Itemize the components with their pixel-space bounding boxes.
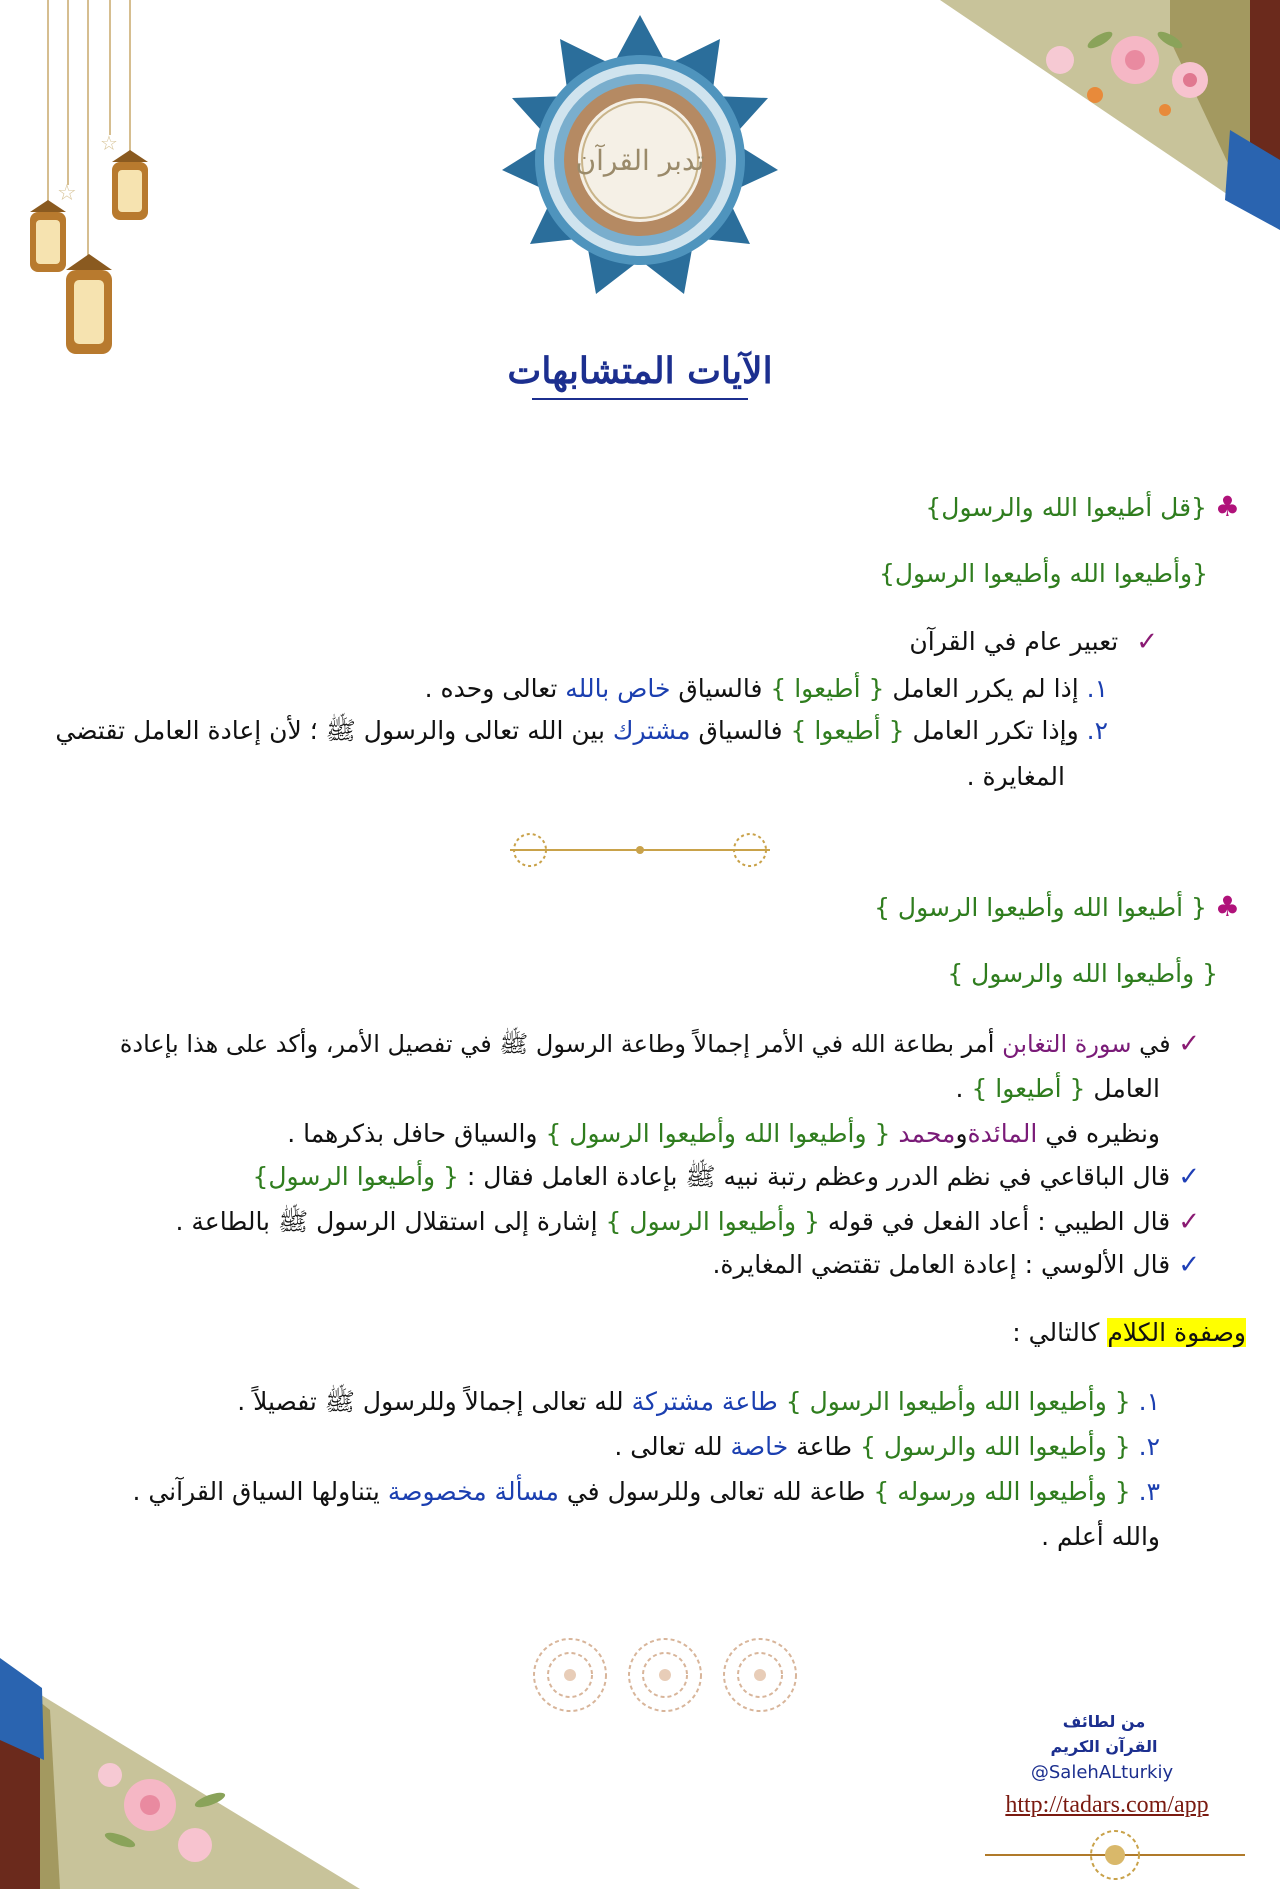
quran-logo: [490, 10, 790, 310]
summary-item-1: ١. { وأطيعوا الله وأطيعوا الرسول } طاعة مشتركة لله تعالى إجمالاً وللرسول ﷺ تفصيلاً .: [237, 1387, 1160, 1416]
footer-line1: من لطائف: [1062, 1712, 1146, 1731]
summary-label: وصفوة الكلام كالتالي :: [1012, 1318, 1246, 1347]
lanterns-decoration: [20, 0, 170, 370]
section2-check-1-cont: العامل { أطيعوا } .: [955, 1074, 1160, 1103]
corner-decoration-bottom-left: [0, 1650, 370, 1889]
check-icon: ✓: [1178, 1029, 1200, 1059]
footer-ornament: [980, 1825, 1250, 1885]
check-icon: ✓: [1178, 1162, 1200, 1192]
section2-check-4: ✓ قال الألوسي : إعادة العامل تقتضي المغايرة.: [712, 1250, 1200, 1280]
title-underline: [532, 398, 748, 400]
check-icon: ✓: [1136, 627, 1158, 657]
club-icon: ♣: [1214, 490, 1240, 523]
lantern-icon: [112, 150, 148, 220]
corner-decoration-top-right: [920, 0, 1280, 240]
club-icon: ♣: [1214, 890, 1240, 923]
section2-verse2: { وأطيعوا الله والرسول }: [947, 959, 1218, 988]
section2-check-2: ✓ قال الباقاعي في نظم الدرر وعظم رتبة نبيه ﷺ بإعادة العامل فقال : { وأطيعوا الرسول}: [252, 1162, 1200, 1192]
check-icon: ✓: [1178, 1250, 1200, 1280]
footer-line2: القرآن الكريم: [1050, 1737, 1158, 1756]
section2-verse1: ♣ { أطيعوا الله وأطيعوا الرسول }: [874, 890, 1240, 923]
rosette-ornaments: [530, 1630, 800, 1720]
check-icon: ✓: [1178, 1207, 1200, 1237]
ornament-divider: [490, 825, 790, 875]
star-icon: ☆: [57, 181, 77, 206]
section1-item-2: ٢. وإذا تكرر العامل { أطيعوا } فالسياق مشترك بين الله تعالى والرسول ﷺ ؛ لأن إعادة العامل تقتضي: [55, 716, 1108, 745]
section1-verse2: {وأطيعوا الله وأطيعوا الرسول}: [878, 559, 1208, 588]
summary-item-3: ٣. { وأطيعوا الله ورسوله } طاعة لله تعالى وللرسول في مسألة مخصوصة يتناولها السياق القرآني .: [132, 1477, 1160, 1506]
section1-general: ✓ تعبير عام في القرآن: [909, 627, 1158, 657]
lantern-icon: [66, 254, 112, 354]
section2-check-3: ✓ قال الطيبي : أعاد الفعل في قوله { وأطيعوا الرسول } إشارة إلى استقلال الرسول ﷺ بالطاعة .: [175, 1207, 1200, 1237]
section1-verse1: ♣ {قل أطيعوا الله والرسول}: [925, 490, 1240, 523]
summary-item-2: ٢. { وأطيعوا الله والرسول } طاعة خاصة لله تعالى .: [614, 1432, 1160, 1461]
footer-url-link[interactable]: http://tadars.com/app: [1005, 1792, 1209, 1818]
svg-text:تدبر القرآن: تدبر القرآن: [575, 144, 705, 177]
section2-nazir: ونظيره في المائدةومحمد { وأطيعوا الله وأطيعوا الرسول } والسياق حافل بذكرهما .: [287, 1119, 1160, 1148]
star-icon: ☆: [100, 131, 118, 155]
section1-item-1: ١. إذا لم يكرر العامل { أطيعوا } فالسياق خاص بالله تعالى وحده .: [424, 674, 1108, 703]
summary-closing: والله أعلم .: [1041, 1522, 1160, 1551]
footer-handle[interactable]: @SalehALturkiy: [1030, 1762, 1174, 1783]
section1-item-2-cont: المغايرة .: [966, 762, 1065, 791]
section2-check-1: ✓ في سورة التغابن أمر بطاعة الله في الأمر إجمالاً وطاعة الرسول ﷺ في تفصيل الأمر، وأكد على هذا بإعادة: [119, 1029, 1200, 1059]
lantern-icon: [30, 200, 66, 272]
page-title: الآيات المتشابهات: [507, 350, 773, 392]
